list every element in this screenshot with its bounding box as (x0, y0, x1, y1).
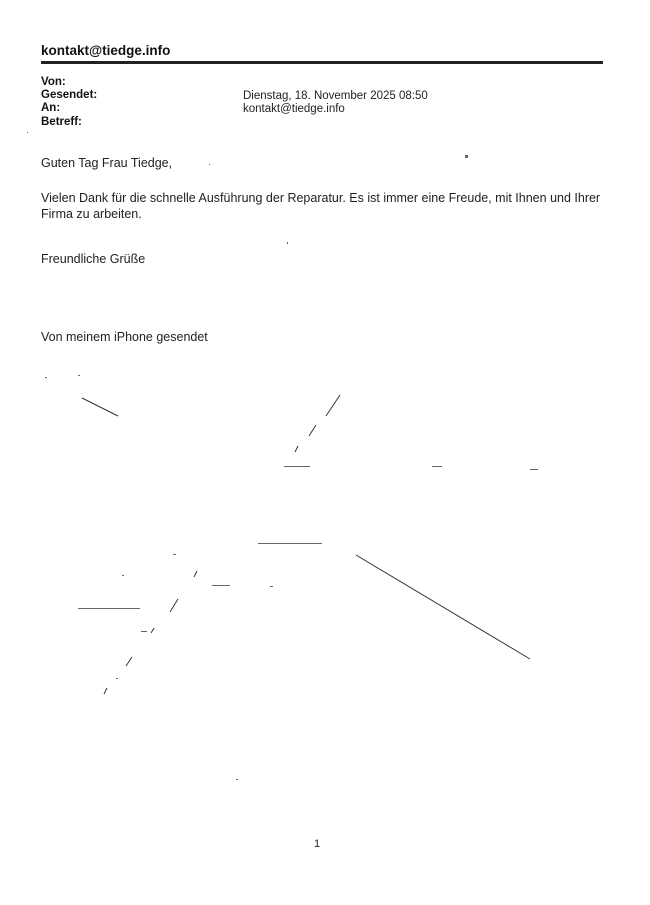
scan-speck (45, 377, 47, 378)
scan-stroke (309, 425, 316, 436)
to-label: An: (41, 102, 61, 114)
scan-speck (530, 469, 538, 470)
message-line-1: Vielen Dank für die schnelle Ausführung der Reparatur. Es ist immer eine Freude, mit Ihnen und Ihrer (41, 191, 601, 205)
scan-stroke (126, 657, 132, 666)
from-label: Von: (41, 76, 66, 88)
to-value: kontakt@tiedge.info (243, 103, 345, 115)
closing: Freundliche Grüße (41, 252, 146, 266)
scan-speck (270, 586, 273, 587)
scan-stroke (194, 571, 197, 577)
scan-stroke (151, 628, 154, 633)
scan-speck (432, 466, 442, 467)
scan-stroke (170, 599, 178, 612)
greeting: Guten Tag Frau Tiedge, (41, 156, 173, 170)
scan-speck (209, 164, 210, 165)
scan-speck (141, 631, 147, 632)
message-line-2: Firma zu arbeiten. (41, 207, 142, 221)
scan-stroke (82, 398, 118, 416)
scan-speck (78, 608, 140, 609)
scan-speck (258, 543, 322, 544)
scan-speck (465, 155, 468, 158)
scan-stroke (295, 446, 298, 452)
page-number: 1 (314, 838, 321, 850)
scan-stroke (326, 395, 340, 416)
account-title: kontakt@tiedge.info (41, 43, 171, 58)
scan-speck (173, 554, 176, 555)
scan-speck (284, 466, 310, 467)
scan-speck (78, 375, 80, 376)
scan-speck (236, 779, 238, 780)
scan-speck (116, 678, 118, 679)
subject-label: Betreff: (41, 116, 82, 128)
sent-value: Dienstag, 18. November 2025 08:50 (243, 90, 428, 102)
scan-speck (122, 575, 124, 576)
scan-speck (287, 242, 288, 244)
signature: Von meinem iPhone gesendet (41, 330, 208, 344)
scan-speck (27, 132, 28, 133)
sent-label: Gesendet: (41, 89, 98, 101)
scan-stroke (356, 555, 530, 659)
scan-speck (212, 585, 230, 586)
scan-stroke (104, 688, 107, 694)
